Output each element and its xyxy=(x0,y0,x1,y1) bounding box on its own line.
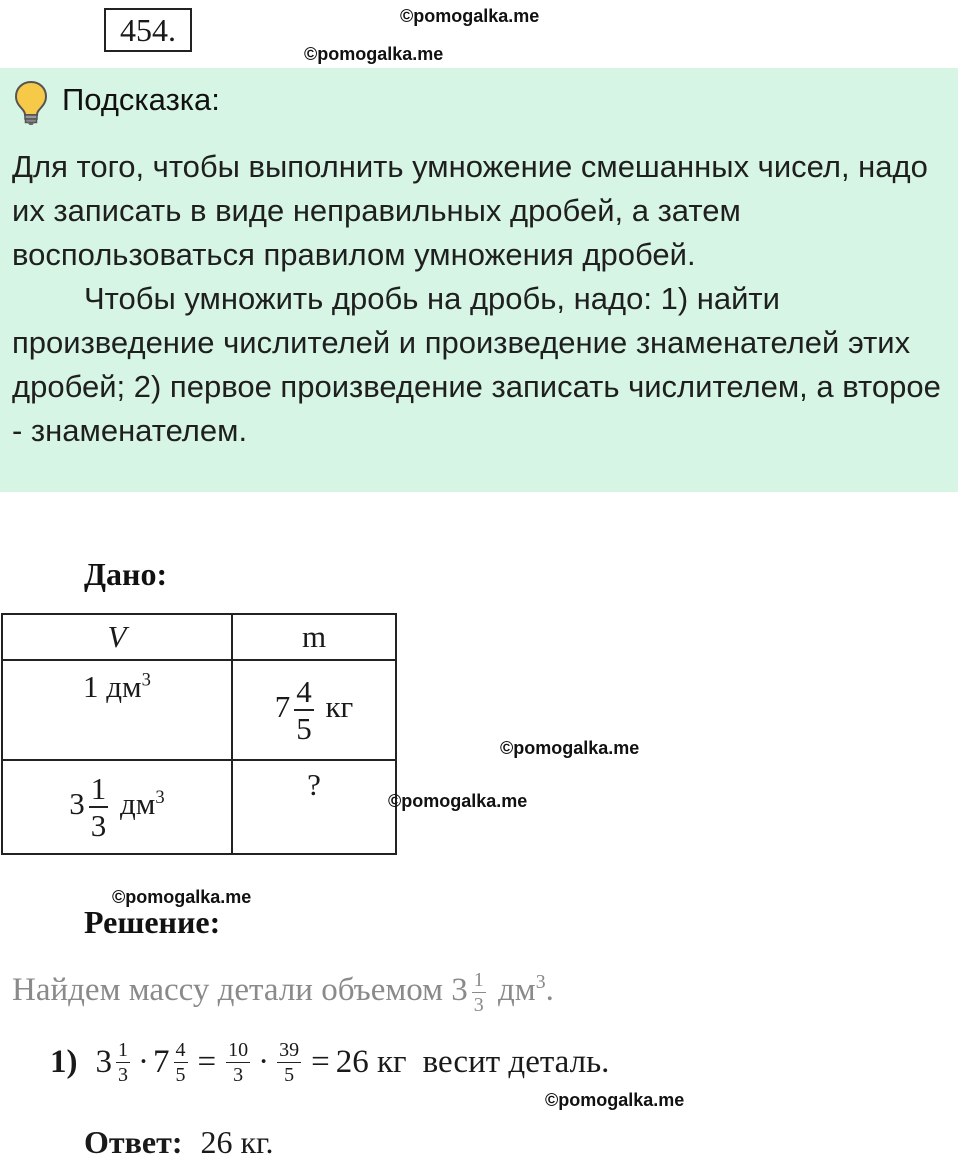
fraction xyxy=(294,676,314,744)
header-mass-label: m xyxy=(301,619,327,654)
watermark: ©pomogalka.me xyxy=(500,738,640,758)
cell-mass-2 xyxy=(232,760,396,854)
answer-label: Ответ: xyxy=(84,1124,183,1160)
watermark: ©pomogalka.me xyxy=(112,887,252,907)
fraction xyxy=(174,1040,188,1085)
unit: кг xyxy=(325,689,354,725)
given-heading: Дано: xyxy=(84,556,168,592)
fraction xyxy=(472,970,486,1015)
header-mass xyxy=(232,614,396,660)
watermark: ©pomogalka.me xyxy=(304,44,444,64)
problem-number: 454. xyxy=(104,8,192,52)
denominator: 3 xyxy=(118,1064,128,1086)
answer-value: 26 кг. xyxy=(200,1124,274,1160)
header-volume xyxy=(2,614,232,660)
task-text: Найдем массу детали объемом xyxy=(12,972,444,1009)
multiply-sign: · xyxy=(138,1044,149,1080)
watermark: ©pomogalka.me xyxy=(400,6,540,26)
hint-paragraph: Для того, чтобы выполнить умножение смешанных чисел, надо их записать в виде неправильных дробей, а затем воспользоваться правилом умножения дробей. xyxy=(12,149,928,272)
lightbulb-icon xyxy=(14,80,48,126)
answer xyxy=(84,1124,274,1161)
fraction xyxy=(226,1040,250,1085)
numerator: 39 xyxy=(279,1039,300,1061)
equals-sign: = xyxy=(311,1044,330,1080)
cell-volume-1 xyxy=(2,660,232,760)
whole-part: 3 xyxy=(451,972,468,1009)
denominator: 3 xyxy=(90,808,107,843)
denominator: 3 xyxy=(473,994,484,1016)
exponent: 3 xyxy=(535,971,546,994)
whole-part: 3 xyxy=(69,786,85,822)
exponent: 3 xyxy=(155,786,165,808)
task-statement xyxy=(12,970,554,1015)
step-label: 1) xyxy=(50,1044,78,1080)
numerator: 4 xyxy=(175,1039,186,1061)
fraction xyxy=(116,1040,130,1085)
given-table xyxy=(1,613,397,855)
cell-mass-1 xyxy=(232,660,396,760)
denominator: 3 xyxy=(233,1064,244,1086)
fraction xyxy=(277,1040,301,1085)
whole-part: 3 xyxy=(95,1044,112,1080)
unit: дм xyxy=(498,972,536,1009)
cell-volume-2 xyxy=(2,760,232,854)
exponent: 3 xyxy=(141,669,151,691)
unit: дм xyxy=(106,669,142,704)
step-tail: весит деталь. xyxy=(422,1044,610,1080)
watermark: ©pomogalka.me xyxy=(545,1090,685,1110)
value: 1 xyxy=(83,669,99,704)
numerator: 1 xyxy=(118,1039,128,1061)
numerator: 10 xyxy=(228,1039,249,1061)
denominator: 5 xyxy=(296,711,312,746)
numerator: 1 xyxy=(473,969,484,991)
solution-heading: Решение: xyxy=(84,904,221,940)
unknown-value: ? xyxy=(307,767,321,802)
equals-sign: = xyxy=(197,1044,217,1080)
header-volume-label: V xyxy=(107,619,127,654)
unit: дм xyxy=(120,786,156,822)
multiply-sign: · xyxy=(258,1044,270,1080)
whole-part: 7 xyxy=(274,689,291,725)
calculation-step xyxy=(50,1040,609,1085)
denominator: 5 xyxy=(284,1064,295,1086)
numerator: 4 xyxy=(296,674,312,709)
watermark: ©pomogalka.me xyxy=(388,791,528,811)
denominator: 5 xyxy=(175,1064,186,1086)
punctuation: . xyxy=(545,972,554,1009)
hint-text xyxy=(12,145,942,453)
fraction xyxy=(89,773,109,841)
whole-part: 7 xyxy=(153,1044,170,1080)
numerator: 1 xyxy=(90,771,107,806)
hint-title: Подсказка: xyxy=(62,82,220,117)
result: 26 кг xyxy=(335,1044,407,1080)
hint-paragraph: Чтобы умножить дробь на дробь, надо: 1) найти произведение числителей и произведение знаменателей этих дробей; 2) первое произведение записать числителем, а второе - знаменателем. xyxy=(12,281,941,448)
